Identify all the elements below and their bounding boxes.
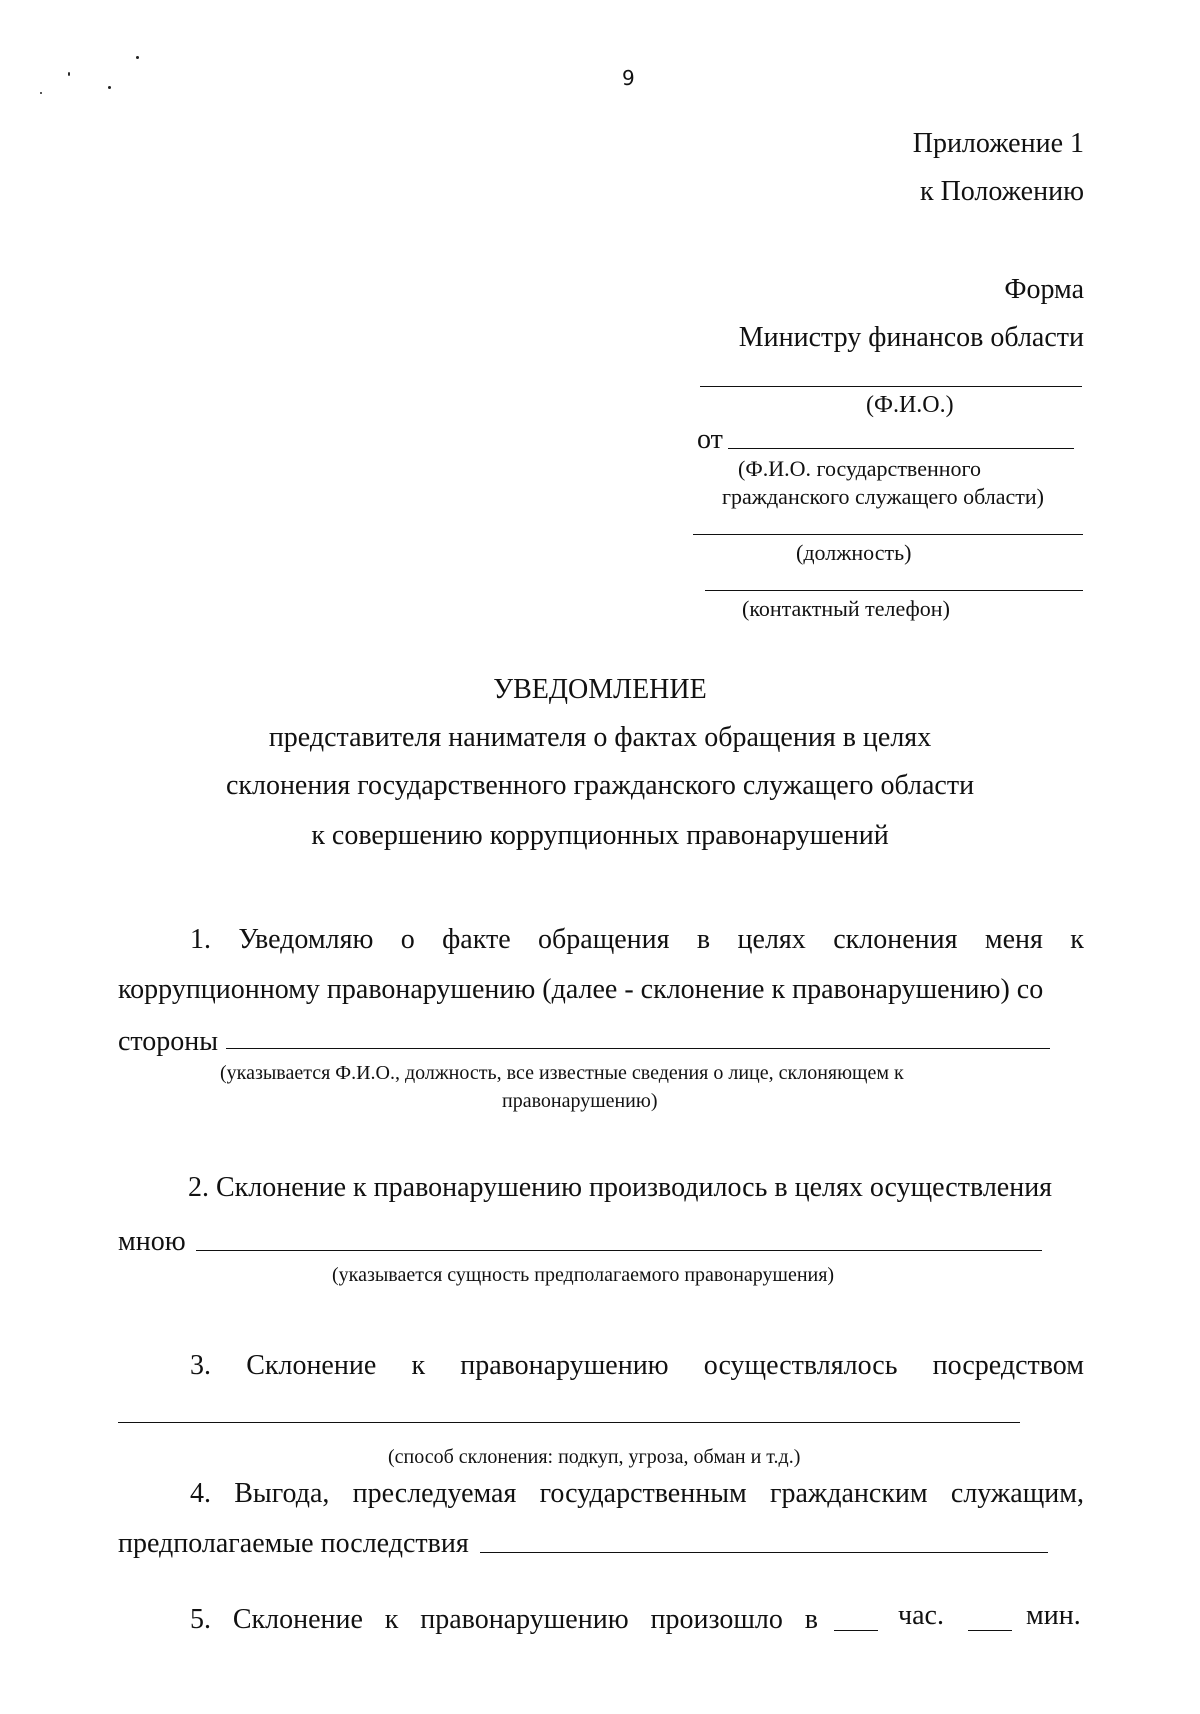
scan-speck: [40, 92, 42, 94]
title-subline-1: представителя нанимателя о фактах обращения в целях: [268, 722, 932, 753]
item1-word: склонения: [833, 924, 958, 955]
item5-word: произошло: [650, 1604, 783, 1635]
item3-fill-line[interactable]: [118, 1422, 1020, 1423]
item5-minute-line[interactable]: [968, 1630, 1012, 1631]
item1-word: Уведомляю: [238, 924, 374, 955]
item4-word: служащим,: [950, 1478, 1084, 1509]
item5-word: правонарушению: [420, 1604, 629, 1635]
item4-word: государственным: [539, 1478, 747, 1509]
scan-speck: [108, 86, 111, 89]
item5-hour-label: час.: [898, 1600, 944, 1631]
item5-word: в: [804, 1604, 818, 1635]
item5-word: Склонение: [232, 1604, 363, 1635]
item1-line2: коррупционному правонарушению (далее - склонение к правонарушению) со: [118, 974, 1044, 1005]
item1-line3-label: стороны: [118, 1026, 219, 1057]
scan-speck: [136, 56, 139, 59]
item3-word: Склонение: [246, 1350, 377, 1381]
item1-word: меня: [984, 924, 1043, 955]
title-subline-3: к совершению коррупционных правонарушений: [311, 820, 889, 851]
item4-word: преследуемая: [352, 1478, 517, 1509]
item1-word: в: [696, 924, 711, 955]
appendix-line2: к Положению: [919, 176, 1084, 207]
appendix-line1: Приложение 1: [912, 128, 1084, 159]
item1-word: о: [400, 924, 415, 955]
page-number: 9: [622, 66, 635, 90]
item4-line2-label: предполагаемые последствия: [118, 1528, 469, 1559]
item3-word: к: [411, 1350, 426, 1381]
item3-word: правонарушению: [460, 1350, 669, 1381]
document-title: УВЕДОМЛЕНИЕ: [493, 674, 707, 705]
scan-speck: [68, 72, 70, 76]
item3-line1: [190, 1350, 1084, 1382]
item1-caption-line1: (указывается Ф.И.О., должность, все известные сведения о лице, склоняющем к: [220, 1062, 904, 1084]
item3-word: 3.: [190, 1350, 211, 1381]
item5-hour-line[interactable]: [834, 1630, 878, 1631]
item2-fill-line[interactable]: [196, 1250, 1042, 1251]
item1-caption-line2: правонарушению): [502, 1090, 658, 1112]
item1-word: к: [1070, 924, 1084, 955]
item5-line1: [190, 1604, 818, 1636]
item3-word: осуществлялось: [703, 1350, 898, 1381]
fio-caption: (Ф.И.О.): [866, 392, 954, 418]
item1-fill-line[interactable]: [226, 1048, 1050, 1049]
item4-word: Выгода,: [234, 1478, 330, 1509]
item2-line2-label: мною: [118, 1226, 186, 1257]
addressee: Министру финансов области: [738, 322, 1084, 353]
phone-line[interactable]: [705, 590, 1083, 591]
item1-word: факте: [442, 924, 511, 955]
item4-word: гражданским: [769, 1478, 928, 1509]
item5-minute-label: мин.: [1026, 1600, 1081, 1631]
item4-word: 4.: [190, 1478, 211, 1509]
item2-caption: (указывается сущность предполагаемого правонарушения): [332, 1264, 835, 1286]
item4-line1: [190, 1478, 1084, 1510]
position-caption: (должность): [796, 540, 912, 565]
item1-word: 1.: [190, 924, 211, 955]
item3-word: посредством: [932, 1350, 1084, 1381]
item2-line1: 2. Склонение к правонарушению производилось в целях осуществления: [188, 1172, 1053, 1203]
from-caption-line1: (Ф.И.О. государственного: [738, 456, 981, 481]
from-caption-line2: гражданского служащего области): [722, 484, 1044, 509]
item4-fill-line[interactable]: [480, 1552, 1048, 1553]
item1-line1: [190, 924, 1084, 956]
item5-word: 5.: [190, 1604, 211, 1635]
title-subline-2: склонения государственного гражданского служащего области: [225, 770, 975, 801]
from-line[interactable]: [728, 448, 1074, 449]
from-label: от: [697, 424, 723, 455]
item1-word: целях: [737, 924, 806, 955]
phone-caption: (контактный телефон): [742, 596, 950, 621]
item3-caption: (способ склонения: подкуп, угроза, обман и т.д.): [388, 1446, 801, 1468]
item1-word: обращения: [538, 924, 670, 955]
position-line[interactable]: [693, 534, 1083, 535]
form-label: Форма: [1004, 274, 1084, 305]
fio-line[interactable]: [700, 386, 1082, 387]
item5-word: к: [384, 1604, 399, 1635]
